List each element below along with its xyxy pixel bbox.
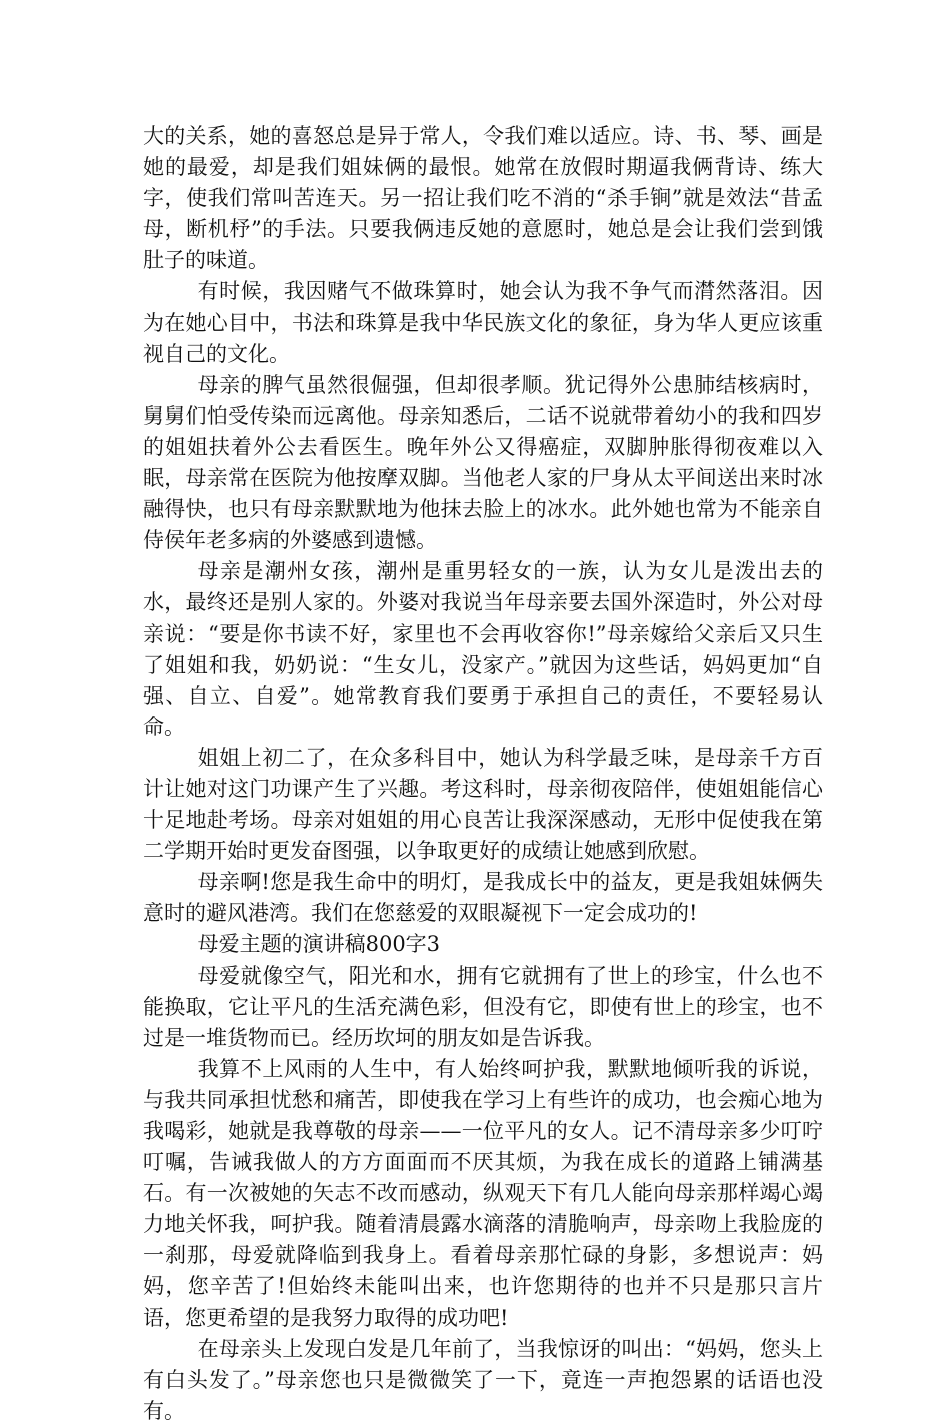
paragraph-continuation: 大的关系，她的喜怒总是异于常人，令我们难以适应。诗、书、琴、画是她的最爱，却是我们姐妹俩的最恨。她常在放假时期逼我俩背诗、练大字，使我们常叫苦连天。另一招让我们吃不消的“杀手锏”就是效法“昔孟母，断机杼”的手法。只要我俩违反她的意愿时，她总是会让我们尝到饿肚子的味道。 <box>143 124 823 273</box>
paragraph-air: 母爱就像空气，阳光和水，拥有它就拥有了世上的珍宝，什么也不能换取，它让平凡的生活充满色彩，但没有它，即使有世上的珍宝，也不过是一堆货物而已。经历坎坷的朋友如是告诉我。 <box>143 963 823 1050</box>
paragraph-filial: 母亲的脾气虽然很倔强，但却很孝顺。犹记得外公患肺结核病时，舅舅们怕受传染而远离他。母亲知悉后，二话不说就带着幼小的我和四岁的姐姐扶着外公去看医生。晚年外公又得癌症，双脚肿胀得彻夜难以入眠，母亲常在医院为他按摩双脚。当他老人家的尸身从太平间送出来时冰融得快，也只有母亲默默地为他抹去脸上的冰水。此外她也常为不能亲自侍侯年老多病的外婆感到遗憾。 <box>143 372 823 553</box>
paragraph-white-hair: 在母亲头上发现白发是几年前了，当我惊讶的叫出：“妈妈，您头上有白头发了。”母亲您也只是微微笑了一下，竟连一声抱怨累的话语也没有。 <box>143 1336 823 1423</box>
paragraph-sister: 姐姐上初二了，在众多科目中，她认为科学最乏味，是母亲千方百计让她对这门功课产生了兴趣。考这科时，母亲彻夜陪伴，使姐姐能信心十足地赴考场。母亲对姐姐的用心良苦让我深深感动，无形中促使我在第二学期开始时更发奋图强，以争取更好的成绩让她感到欣慰。 <box>143 745 823 864</box>
section-heading: 母爱主题的演讲稿800字3 <box>197 932 441 957</box>
document-page <box>143 121 823 1427</box>
paragraph-care: 我算不上风雨的人生中，有人始终呵护我，默默地倾听我的诉说，与我共同承担忧愁和痛苦，即使我在学习上有些许的成功，也会痴心地为我喝彩，她就是我尊敬的母亲——一位平凡的女人。记不清母亲多少叮咛叮嘱，告诫我做人的方方面面而不厌其烦，为我在成长的道路上铺满基石。有一次被她的矢志不改而感动，纵观天下有几人能向母亲那样竭心竭力地关怀我，呵护我。随着清晨露水滴落的清脆响声，母亲吻上我脸庞的一刹那，母爱就降临到我身上。看着母亲那忙碌的身影，多想说声：妈妈，您辛苦了!但始终未能叫出来，也许您期待的也并不只是那只言片语，您更希望的是我努力取得的成功吧! <box>143 1056 823 1330</box>
paragraph-lighthouse: 母亲啊!您是我生命中的明灯，是我成长中的益友，更是我姐妹俩失意时的避风港湾。我们在您慈爱的双眼凝视下一定会成功的! <box>143 870 823 926</box>
paragraph-chaozhou: 母亲是潮州女孩，潮州是重男轻女的一族，认为女儿是泼出去的水，最终还是别人家的。外婆对我说当年母亲要去国外深造时，外公对母亲说：“要是你书读不好，家里也不会再收容你!”母亲嫁给父亲后又只生了姐姐和我，奶奶说：“生女儿，没家产。”就因为这些话，妈妈更加“自强、自立、自爱”。她常教育我们要勇于承担自己的责任，不要轻易认命。 <box>143 559 823 739</box>
paragraph-abacus: 有时候，我因赌气不做珠算时，她会认为我不争气而潸然落泪。因为在她心目中，书法和珠算是我中华民族文化的象征，身为华人更应该重视自己的文化。 <box>143 279 823 366</box>
